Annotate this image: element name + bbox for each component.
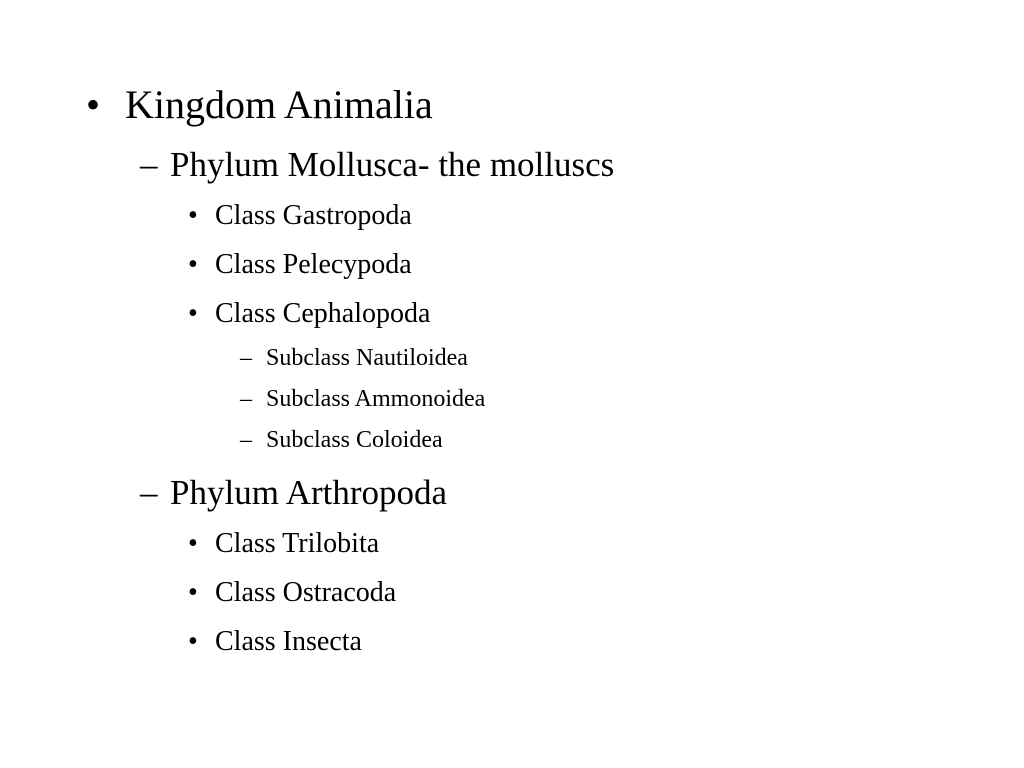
class-label: Class Trilobita — [215, 528, 380, 559]
dash-marker: – — [240, 386, 252, 412]
dash-marker: – — [140, 145, 158, 184]
phylum-label: Phylum Mollusca- the molluscs — [170, 145, 615, 184]
bullet-marker: • — [188, 577, 198, 608]
dash-marker: – — [240, 427, 252, 453]
bullet-marker: • — [188, 298, 198, 329]
bullet-marker: • — [188, 249, 198, 280]
dash-marker: – — [140, 473, 158, 512]
bullet-marker: • — [86, 82, 101, 127]
class-label: Class Cephalopoda — [215, 298, 431, 329]
class-label: Class Pelecypoda — [215, 249, 412, 280]
class-label: Class Gastropoda — [215, 200, 412, 231]
class-label: Class Insecta — [215, 626, 362, 657]
phylum-label: Phylum Arthropoda — [170, 473, 448, 512]
bullet-marker: • — [188, 626, 198, 657]
subclass-label: Subclass Coloidea — [266, 427, 443, 453]
bullet-marker: • — [188, 200, 198, 231]
kingdom-label: Kingdom Animalia — [125, 82, 433, 127]
subclass-label: Subclass Nautiloidea — [266, 345, 468, 371]
bullet-marker: • — [188, 528, 198, 559]
dash-marker: – — [240, 345, 252, 371]
class-label: Class Ostracoda — [215, 577, 397, 608]
subclass-label: Subclass Ammonoidea — [266, 386, 486, 412]
